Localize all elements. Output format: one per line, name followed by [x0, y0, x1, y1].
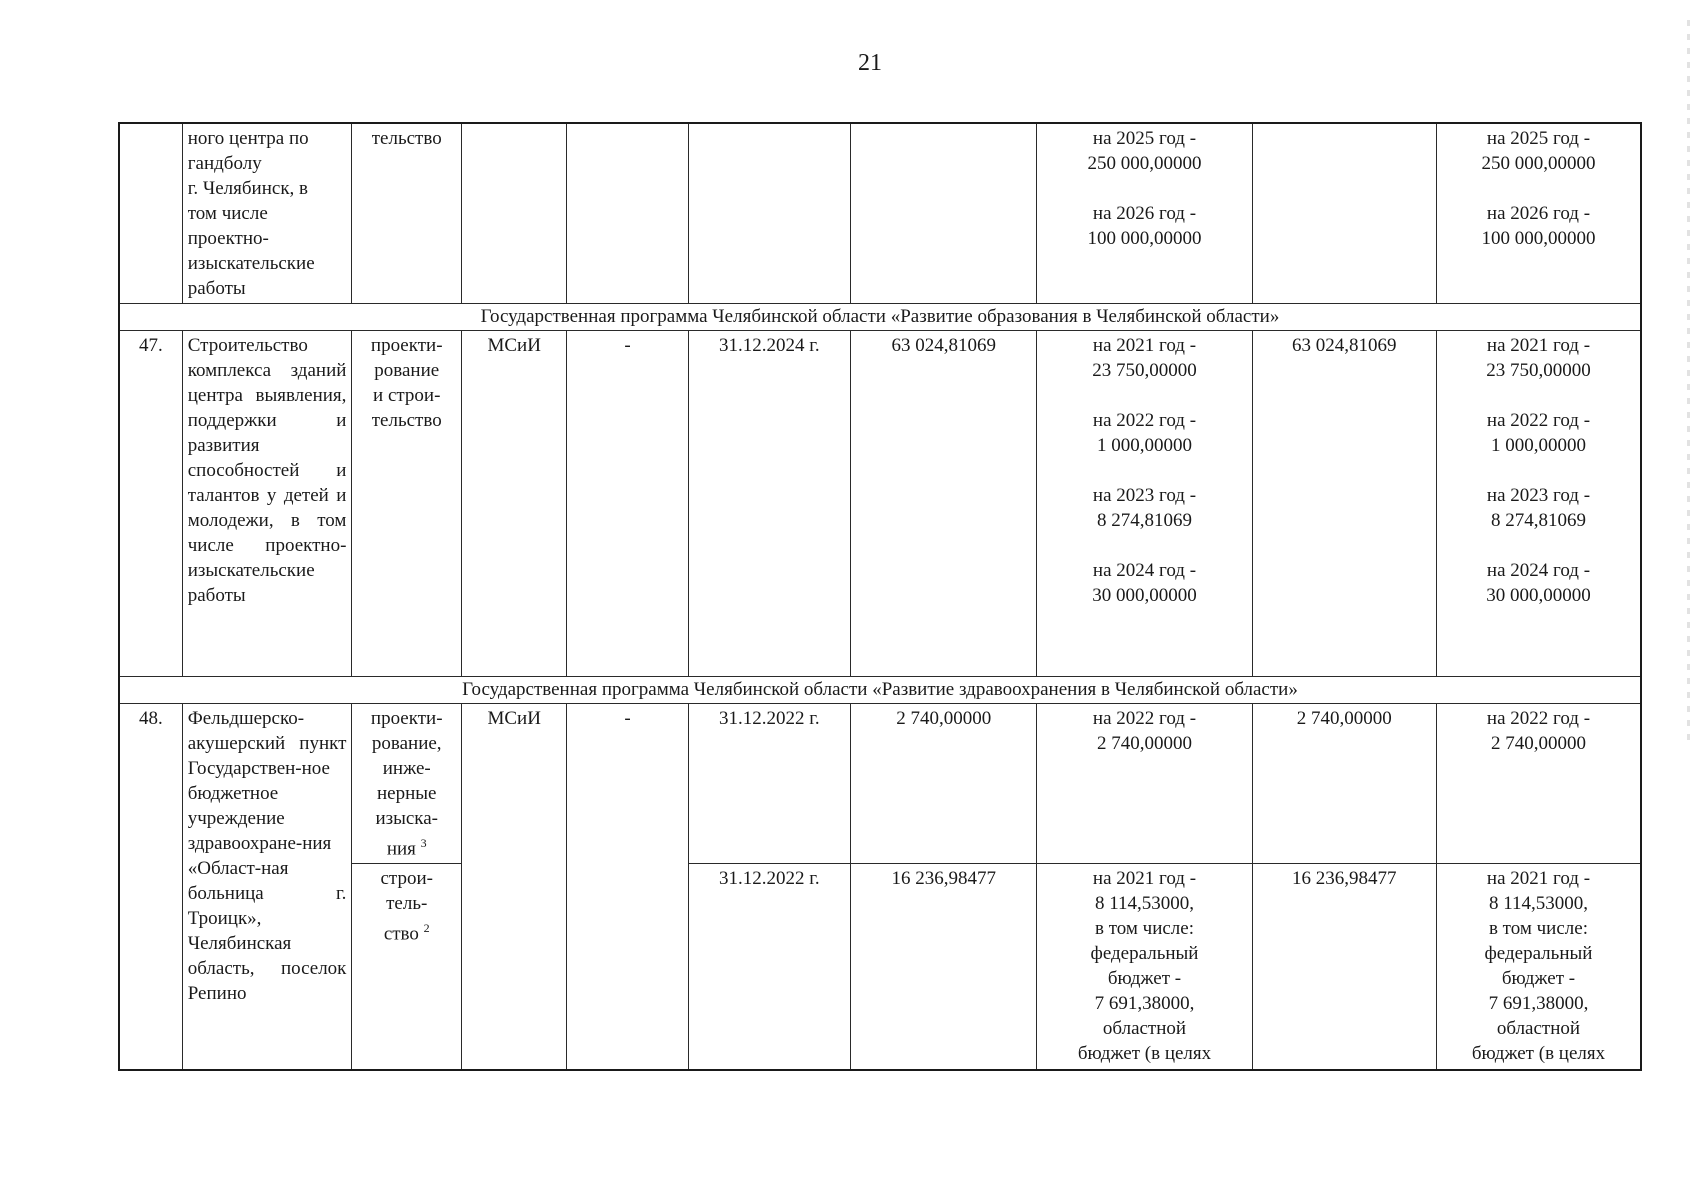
financing-line: 23 750,00000 — [1486, 360, 1591, 381]
cell-financing-2 — [1436, 123, 1641, 304]
financing-line: 23 750,00000 — [1092, 360, 1197, 381]
cell-work-type: проекти- рование и строи- тельство — [352, 331, 462, 677]
financing-line: бюджет (в целях — [1471, 1043, 1606, 1065]
financing-line: на 2025 год - — [1486, 128, 1591, 149]
object-name-line: изыскательские — [187, 253, 315, 274]
cell-number — [119, 123, 182, 304]
cell-total: 16 236,98477 — [1252, 864, 1436, 1070]
cell-dash: - — [567, 704, 688, 1070]
cell-total: 63 024,81069 — [1252, 331, 1436, 677]
work-type-text: строи- тель- — [380, 868, 433, 915]
financing-line — [1042, 458, 1246, 483]
financing-line — [1442, 383, 1635, 408]
cell-financing-1 — [1037, 864, 1252, 1070]
financing-line — [1042, 176, 1246, 201]
financing-line: 30 000,00000 — [1092, 585, 1197, 606]
financing-line: 8 274,81069 — [1490, 510, 1586, 531]
cell-object-name: Фельдшерско-акушерский пункт Государствен-ное бюджетное учреждение здравоохране-ния «Област-ная больница г. Троицк», Челябинская область, поселок Репино — [182, 704, 352, 1070]
cell-total — [1252, 123, 1436, 304]
financing-line: в том числе: — [1094, 918, 1195, 940]
footnote-mark: 2 — [423, 921, 430, 936]
financing-line: 7 691,38000, — [1094, 993, 1195, 1015]
financing-line: федеральный — [1484, 943, 1593, 965]
cell-financing-1 — [1037, 123, 1252, 304]
financing-line: на 2022 год - — [1092, 708, 1197, 729]
cell-total: 2 740,00000 — [1252, 704, 1436, 864]
financing-line: на 2026 год - — [1092, 203, 1197, 224]
financing-line: на 2022 год - — [1486, 410, 1591, 431]
financing-line: на 2021 год - — [1092, 868, 1197, 890]
cell-customer: МСиИ — [462, 331, 567, 677]
cell-financing-2 — [1436, 704, 1641, 864]
financing-line: на 2026 год - — [1486, 203, 1591, 224]
financing-line: областной — [1102, 1018, 1187, 1040]
object-name-line: гандболу — [187, 153, 262, 174]
financing-line: 250 000,00000 — [1481, 153, 1596, 174]
financing-line: 2 740,00000 — [1096, 733, 1192, 754]
footnote-mark: 3 — [420, 836, 427, 850]
object-name-line: том числе — [187, 203, 268, 224]
work-type-text: проекти- рование, инже- нерные изыска- — [370, 708, 443, 829]
financing-line: на 2023 год - — [1486, 485, 1591, 506]
cell-dash — [567, 123, 688, 304]
financing-line: 100 000,00000 — [1087, 228, 1202, 249]
financing-line: 30 000,00000 — [1486, 585, 1591, 606]
page-number: 21 — [858, 50, 882, 76]
cell-object-name: Строительство комплекса зданий центра выявления, поддержки и развития способностей и талантов у детей и молодежи, в том числе проектно-изыскательские работы — [182, 331, 352, 677]
cell-cost: 2 740,00000 — [850, 704, 1037, 864]
financing-line: на 2021 год - — [1486, 335, 1591, 356]
cell-financing-2 — [1436, 331, 1641, 677]
cell-financing-1 — [1037, 704, 1252, 864]
cell-deadline: 31.12.2022 г. — [688, 704, 850, 864]
financing-line — [1042, 383, 1246, 408]
cell-cost: 63 024,81069 — [850, 331, 1037, 677]
financing-line: областной — [1496, 1018, 1581, 1040]
scan-edge-artifact — [1687, 20, 1690, 740]
cell-dash: - — [567, 331, 688, 677]
cell-work-type — [352, 864, 462, 1070]
table-row-continuation — [119, 123, 1641, 304]
cell-customer: МСиИ — [462, 704, 567, 1070]
financing-line — [1442, 176, 1635, 201]
cell-cost — [850, 123, 1037, 304]
financing-line: 7 691,38000, — [1488, 993, 1589, 1015]
cell-number: 47. — [119, 331, 182, 677]
financing-line: 250 000,00000 — [1087, 153, 1202, 174]
cell-financing-1 — [1037, 331, 1252, 677]
financing-line: 1 000,00000 — [1096, 435, 1192, 456]
cell-deadline: 31.12.2022 г. — [688, 864, 850, 1070]
financing-line: на 2021 год - — [1486, 868, 1591, 890]
cell-number: 48. — [119, 704, 182, 1070]
cell-cost: 16 236,98477 — [850, 864, 1037, 1070]
cell-financing-2 — [1436, 864, 1641, 1070]
cell-work-type: тельство — [352, 123, 462, 304]
financing-line: 100 000,00000 — [1481, 228, 1596, 249]
cell-deadline — [688, 123, 850, 304]
cell-work-type — [352, 704, 462, 864]
table-row-47 — [119, 331, 1641, 677]
cell-customer — [462, 123, 567, 304]
financing-line: бюджет - — [1107, 968, 1182, 990]
financing-line: на 2023 год - — [1092, 485, 1197, 506]
object-name-line: г. Челябинск, в — [187, 178, 309, 199]
financing-line: на 2021 год - — [1092, 335, 1197, 356]
financing-line: в том числе: — [1488, 918, 1588, 940]
program-heading-row — [119, 304, 1641, 331]
financing-line: 1 000,00000 — [1490, 435, 1586, 456]
object-name-line: проектно- — [187, 228, 269, 249]
program-heading-health: Государственная программа Челябинской области «Развитие здравоохранения в Челябинской области» — [119, 677, 1641, 704]
financing-line: бюджет - — [1501, 968, 1576, 990]
financing-line: на 2024 год - — [1486, 560, 1591, 581]
financing-line — [1042, 533, 1246, 558]
financing-line: на 2024 год - — [1092, 560, 1197, 581]
financing-line: на 2022 год - — [1092, 410, 1197, 431]
table-row-48-design — [119, 704, 1641, 864]
object-name-line: работы — [187, 278, 246, 299]
financing-line: бюджет (в целях — [1077, 1043, 1212, 1065]
program-heading-row — [119, 677, 1641, 704]
object-name-line: ного центра по — [187, 128, 309, 149]
financing-line: на 2022 год - — [1486, 708, 1591, 729]
program-heading-education: Государственная программа Челябинской области «Развитие образования в Челябинской области» — [119, 304, 1641, 331]
financing-line: федеральный — [1090, 943, 1199, 965]
financing-line: 2 740,00000 — [1490, 733, 1586, 754]
financing-line: 8 114,53000, — [1488, 893, 1588, 915]
investment-objects-table — [118, 122, 1642, 1071]
cell-deadline: 31.12.2024 г. — [688, 331, 850, 677]
work-type-text-last: ния — [386, 838, 416, 860]
financing-line: на 2025 год - — [1092, 128, 1197, 149]
financing-line — [1442, 458, 1635, 483]
financing-line: 8 114,53000, — [1094, 893, 1195, 915]
financing-line: 8 274,81069 — [1096, 510, 1192, 531]
financing-line — [1442, 533, 1635, 558]
work-type-text-last: ство — [383, 923, 419, 945]
cell-object-name — [182, 123, 352, 304]
